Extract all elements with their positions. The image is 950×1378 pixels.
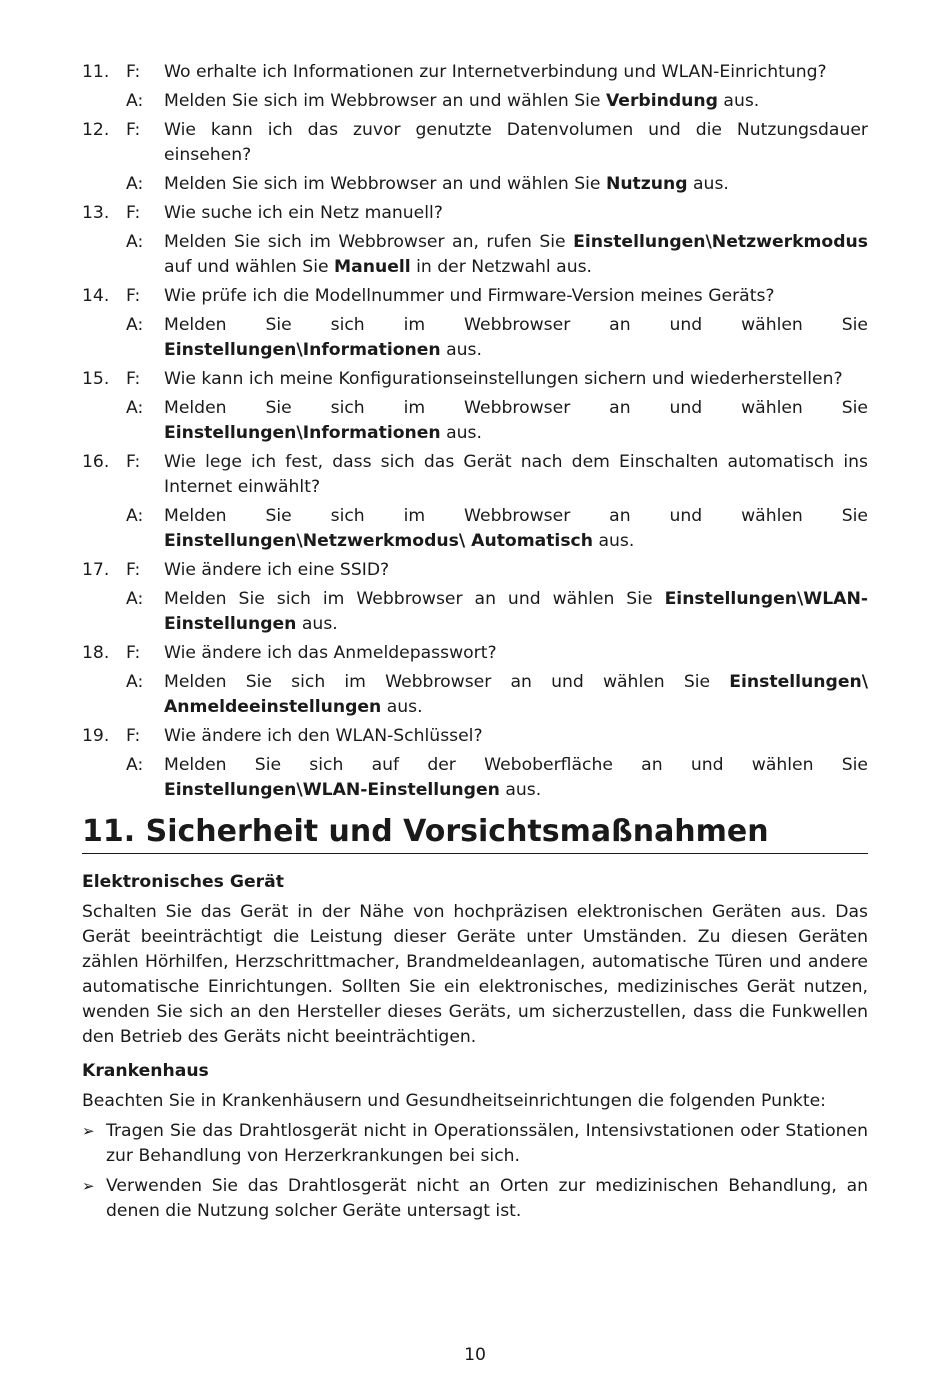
- question-text: Wo erhalte ich Informationen zur Internetverbindung und WLAN-Einrichtung?: [164, 62, 827, 82]
- answer-label: A:: [126, 672, 144, 692]
- faq-question-19: [82, 724, 868, 749]
- faq-number: 19.: [82, 726, 110, 746]
- hospital-intro: Beachten Sie in Krankenhäusern und Gesundheitseinrichtungen die folgenden Punkte:: [82, 1091, 826, 1111]
- question-text: Wie ändere ich eine SSID?: [164, 560, 390, 580]
- faq-question-15: [82, 367, 868, 392]
- electronic-device-section: [82, 870, 868, 1050]
- question-text: Wie kann ich meine Konfigurationseinstellungen sichern und wiederherstellen?: [164, 369, 843, 389]
- question-text: Wie prüfe ich die Modellnummer und Firmware-Version meines Geräts?: [164, 286, 775, 306]
- faq-answer-15: [82, 396, 868, 446]
- bullet-item: [82, 1119, 868, 1169]
- faq-number: 15.: [82, 369, 110, 389]
- question-label: F:: [126, 643, 141, 663]
- answer-label: A:: [126, 589, 144, 609]
- answer-label: A:: [126, 91, 144, 111]
- faq-answer-17: [82, 587, 868, 637]
- answer-text: Melden Sie sich im Webbrowser an und wählen Sie Einstellungen\Informationen aus.: [164, 315, 868, 360]
- subheading-electronic: Elektronisches Gerät: [82, 872, 284, 892]
- arrow-bullet-icon: ➢: [82, 1122, 95, 1140]
- question-label: F:: [126, 286, 141, 306]
- answer-text: Melden Sie sich im Webbrowser an und wählen Sie Einstellungen\Informationen aus.: [164, 398, 868, 443]
- question-text: Wie lege ich fest, dass sich das Gerät nach dem Einschalten automatisch ins Internet einwählt?: [164, 452, 868, 497]
- answer-label: A:: [126, 232, 144, 252]
- question-text: Wie ändere ich das Anmeldepasswort?: [164, 643, 497, 663]
- question-label: F:: [126, 452, 141, 472]
- answer-text: Melden Sie sich im Webbrowser an und wählen Sie Einstellungen\ Anmeldeeinstellungen aus.: [164, 672, 868, 717]
- question-label: F:: [126, 726, 141, 746]
- faq-number: 14.: [82, 286, 110, 306]
- faq-answer-13: [82, 230, 868, 280]
- hospital-section: [82, 1059, 868, 1224]
- faq-question-12: [82, 118, 868, 168]
- question-label: F:: [126, 62, 141, 82]
- answer-text: Melden Sie sich im Webbrowser an, rufen Sie Einstellungen\Netzwerkmodus auf und wählen Sie Manuell in der Netzwahl aus.: [164, 232, 868, 277]
- page-number: 10: [464, 1345, 486, 1365]
- faq-question-16: [82, 450, 868, 500]
- faq-question-17: [82, 558, 868, 583]
- faq-answer-19: [82, 753, 868, 803]
- faq-number: 13.: [82, 203, 110, 223]
- faq-number: 18.: [82, 643, 110, 663]
- answer-label: A:: [126, 315, 144, 335]
- faq-number: 17.: [82, 560, 110, 580]
- subheading-hospital: Krankenhaus: [82, 1061, 209, 1081]
- arrow-bullet-icon: ➢: [82, 1177, 95, 1195]
- section-title: 11. Sicherheit und Vorsichtsmaßnahmen: [82, 812, 868, 854]
- faq-answer-16: [82, 504, 868, 554]
- answer-text: Melden Sie sich im Webbrowser an und wählen Sie Einstellungen\WLAN-Einstellungen aus.: [164, 589, 868, 634]
- faq-answer-18: [82, 670, 868, 720]
- faq-question-18: [82, 641, 868, 666]
- answer-text: Melden Sie sich im Webbrowser an und wählen Sie Verbindung aus.: [164, 91, 760, 111]
- answer-label: A:: [126, 755, 144, 775]
- answer-label: A:: [126, 398, 144, 418]
- faq-question-14: [82, 284, 868, 309]
- faq-number: 16.: [82, 452, 110, 472]
- question-label: F:: [126, 203, 141, 223]
- question-label: F:: [126, 560, 141, 580]
- faq-number: 11.: [82, 62, 110, 82]
- electronic-paragraph: Schalten Sie das Gerät in der Nähe von hochpräzisen elektronischen Geräten aus. Das Gerät beeinträchtigt die Leistung dieser Geräte unter Umständen. Zu diesen Geräten zählen Hörhilfen, Herzschrittmacher, Brandmeldeanlagen, automatische Türen und andere automatische Einrichtungen. Sollten Sie ein elektronisches, medizinisches Gerät nutzen, wenden Sie sich an den Hersteller dieses Geräts, um sicherzustellen, dass die Funkwellen den Betrieb des Geräts nicht beeinträchtigen.: [82, 902, 868, 1047]
- faq-question-13: [82, 201, 868, 226]
- question-label: F:: [126, 120, 141, 140]
- question-text: Wie kann ich das zuvor genutzte Datenvolumen und die Nutzungsdauer einsehen?: [164, 120, 868, 165]
- answer-label: A:: [126, 174, 144, 194]
- bullet-text: Tragen Sie das Drahtlosgerät nicht in Operationssälen, Intensivstationen oder Stationen zur Behandlung von Herzerkrankungen bei sich.: [106, 1121, 868, 1166]
- answer-text: Melden Sie sich im Webbrowser an und wählen Sie Nutzung aus.: [164, 174, 729, 194]
- faq-answer-11: [82, 89, 868, 114]
- faq-list: [82, 60, 868, 803]
- answer-label: A:: [126, 506, 144, 526]
- question-text: Wie ändere ich den WLAN-Schlüssel?: [164, 726, 483, 746]
- faq-answer-12: [82, 172, 868, 197]
- faq-answer-14: [82, 313, 868, 363]
- faq-question-11: [82, 60, 868, 85]
- faq-number: 12.: [82, 120, 110, 140]
- answer-text: Melden Sie sich im Webbrowser an und wählen Sie Einstellungen\Netzwerkmodus\ Automatisch aus.: [164, 506, 868, 551]
- answer-text: Melden Sie sich auf der Weboberfläche an und wählen Sie Einstellungen\WLAN-Einstellungen aus.: [164, 755, 868, 800]
- bullet-text: Verwenden Sie das Drahtlosgerät nicht an Orten zur medizinischen Behandlung, an denen die Nutzung solcher Geräte untersagt ist.: [106, 1176, 868, 1221]
- question-text: Wie suche ich ein Netz manuell?: [164, 203, 443, 223]
- bullet-item: [82, 1174, 868, 1224]
- question-label: F:: [126, 369, 141, 389]
